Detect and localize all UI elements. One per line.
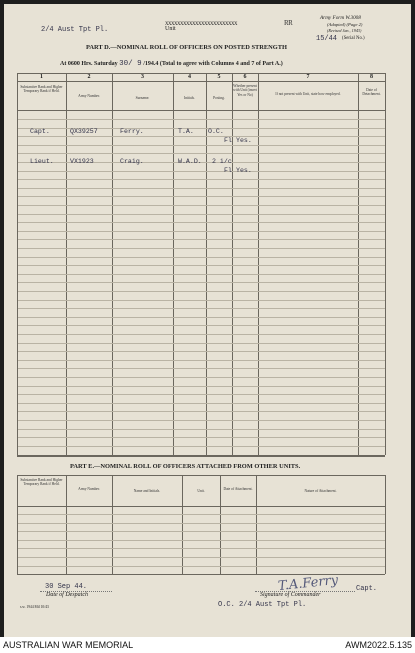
col-number: 7 — [306, 74, 310, 80]
row1-surname: Ferry. — [120, 128, 144, 135]
form-number: Army Form W.3008 — [320, 15, 361, 21]
part-e-header-nature: Nature of Attachment. — [304, 489, 337, 493]
ruled-line — [18, 429, 385, 430]
col-header-rank: Substantive Rank and Higher Temporary Rank if Held. — [20, 85, 63, 94]
col-border — [112, 475, 113, 574]
print-code: s.w. 1944 Mil 10/43 — [20, 605, 49, 609]
numbers-bottom-rule — [17, 81, 385, 82]
ruled-line — [18, 360, 385, 361]
header-bottom-rule — [17, 110, 385, 111]
ruled-line — [18, 386, 385, 387]
row1-rank: Capt. — [30, 128, 50, 135]
serial-value: 15/44 — [316, 35, 338, 43]
row1-present: Yes. — [236, 137, 252, 144]
col-header-surname: Surname. — [135, 96, 150, 100]
form-revised: (Revised Jan., 1943) — [327, 28, 362, 33]
col-border — [258, 73, 259, 455]
col-border — [206, 73, 207, 455]
col-number: 6 — [243, 74, 247, 80]
col-header-how-employed: If not present with Unit, state how employed. — [275, 92, 341, 96]
ruled-line — [18, 248, 385, 249]
col-header-posting: Posting. — [213, 96, 225, 100]
ruled-line — [18, 239, 385, 240]
ruled-line — [18, 368, 385, 369]
row1-posting-extra: Fl — [224, 137, 232, 144]
commander-title: O.C. 2/4 Aust Tpt Pl. — [218, 601, 307, 609]
ruled-line — [18, 179, 385, 180]
ruled-line — [18, 557, 385, 558]
col-border — [385, 475, 386, 574]
col-border — [385, 73, 386, 455]
ruled-line — [18, 231, 385, 232]
col-border — [17, 475, 18, 574]
ruled-line — [18, 274, 385, 275]
ruled-line — [18, 214, 385, 215]
part-e-header-unit: Unit. — [197, 489, 205, 493]
col-border — [232, 73, 233, 455]
footer-institution: AUSTRALIAN WAR MEMORIAL — [3, 640, 134, 650]
col-header-detachment-date: Date of Detachment. — [362, 88, 381, 97]
ruled-line — [18, 317, 385, 318]
form-adapted: (Adapted) (Page 2) — [327, 22, 363, 27]
ruled-line — [18, 153, 385, 154]
ruled-line — [18, 265, 385, 266]
ruled-line — [18, 257, 385, 258]
strikeout-stamp: xxxxxxxxxxxxxxxxxxxxxxxx — [165, 19, 237, 27]
ruled-line — [18, 437, 385, 438]
col-header-army-number: Army Number. — [78, 94, 100, 98]
part-e-header-rule — [17, 506, 385, 507]
row2-army-number: VX1923 — [70, 158, 94, 165]
row2-posting: 2 i/c — [212, 158, 232, 165]
archive-footer — [0, 637, 415, 653]
ruled-line — [18, 222, 385, 223]
col-number: 4 — [188, 74, 191, 80]
commander-signature: T.A.Ferry — [277, 572, 339, 595]
ruled-line — [18, 300, 385, 301]
ruled-line — [18, 566, 385, 567]
ruled-line — [18, 446, 385, 447]
row2-present: Yes. — [236, 167, 252, 174]
unit-printed-label: Unit — [165, 26, 176, 32]
unit-typed: 2/4 Aust Tpt Pl. — [41, 26, 109, 34]
col-header-initials: Initials. — [184, 96, 195, 100]
date-suffix: /194.4 (Total to agree with Columns 4 and 7 of Part A.) — [143, 61, 283, 67]
ruled-line — [18, 540, 385, 541]
col-border — [358, 73, 359, 455]
part-e-title: PART E.—NOMINAL ROLL OF OFFICERS ATTACHED FROM OTHER UNITS. — [70, 463, 301, 470]
strikeout-suffix: RR — [284, 19, 293, 27]
row2-initials: W.A.D. — [178, 158, 202, 165]
footer-accession: AWM2022.5.135 — [345, 640, 412, 650]
part-e-header-army-number: Army Number. — [78, 487, 100, 491]
commander-rank: Capt. — [356, 585, 378, 593]
ruled-line — [18, 145, 385, 146]
col-border — [182, 475, 183, 574]
ruled-line — [18, 403, 385, 404]
commander-label: Signature of Commander — [260, 592, 321, 598]
ruled-line — [18, 136, 385, 137]
col-number: 5 — [217, 74, 221, 80]
col-number: 2 — [87, 74, 91, 80]
ruled-line — [18, 514, 385, 515]
ruled-line — [18, 531, 385, 532]
ruled-line — [18, 343, 385, 344]
ruled-line — [18, 334, 385, 335]
ruled-line — [18, 291, 385, 292]
part-e-header-date: Date of Attachment. — [223, 487, 253, 491]
despatch-date: 30 Sep 44. — [45, 583, 88, 591]
row1-army-number: QX39257 — [70, 128, 98, 135]
ruled-line — [18, 420, 385, 421]
col-header-present: Whether present with Unit (insert Yes or No) — [233, 84, 257, 97]
col-number: 1 — [40, 74, 43, 80]
col-number: 8 — [370, 74, 373, 80]
date-prefix: At 0600 Hrs. Saturday — [60, 61, 118, 67]
ruled-line — [18, 548, 385, 549]
row1-posting: O.C. — [208, 128, 224, 135]
row2-posting-extra: Fl — [224, 167, 232, 174]
ruled-line — [18, 411, 385, 412]
col-number: 3 — [141, 74, 144, 80]
part-e-top-rule — [17, 475, 385, 476]
row2-surname: Craig. — [120, 158, 144, 165]
ruled-line — [18, 119, 385, 120]
col-border — [17, 73, 18, 455]
despatch-label: Date of Despatch — [46, 592, 88, 598]
part-d-date-line — [60, 60, 283, 68]
ruled-line — [18, 523, 385, 524]
col-border — [112, 73, 113, 455]
part-e-header-name: Name and Initials. — [133, 489, 161, 493]
table-bottom-rule — [17, 455, 385, 457]
ruled-line — [18, 351, 385, 352]
date-value: 30/ 9 — [119, 60, 142, 68]
row1-initials: T.A. — [178, 128, 194, 135]
ruled-line — [18, 308, 385, 309]
ruled-line — [18, 394, 385, 395]
col-border — [66, 475, 67, 574]
row2-rank: Lieut. — [30, 158, 54, 165]
part-e-header-rank: Substantive Rank and Higher Temporary Rank if Held. — [20, 478, 63, 487]
ruled-line — [18, 325, 385, 326]
col-border — [66, 73, 67, 455]
ruled-line — [18, 377, 385, 378]
col-border — [256, 475, 257, 574]
ruled-line — [18, 196, 385, 197]
serial-label: (Serial No.) — [342, 36, 365, 41]
part-d-title: PART D.—NOMINAL ROLL OF OFFICERS ON POSTED STRENGTH — [86, 44, 287, 51]
ruled-line — [18, 188, 385, 189]
col-border — [220, 475, 221, 574]
ruled-line — [18, 171, 385, 172]
ruled-line — [18, 205, 385, 206]
ruled-line — [18, 282, 385, 283]
col-border — [173, 73, 174, 455]
